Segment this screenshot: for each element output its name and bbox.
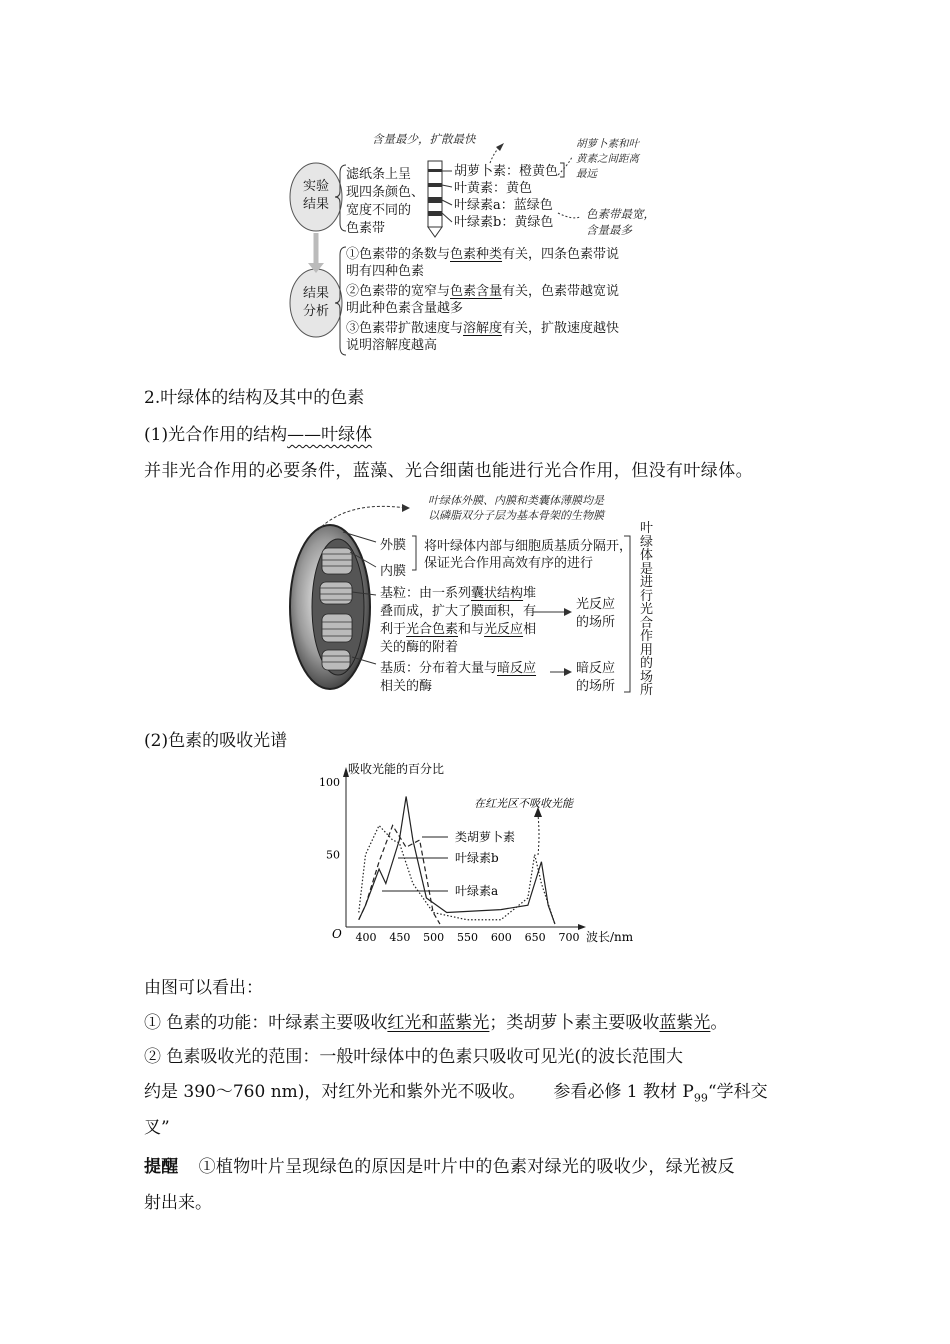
x-tick-label: 600 xyxy=(490,931,512,944)
label-outer-membrane: 外膜 xyxy=(380,538,407,553)
x-tick-label: 700 xyxy=(558,931,580,944)
x-axis-label: 波长/nm xyxy=(586,930,634,944)
band-item: 叶黄素：黄色 xyxy=(454,181,533,196)
y-tick-label: 50 xyxy=(326,848,340,862)
subsection-2-title: (2)色素的吸收光谱 xyxy=(144,731,288,751)
tip-line-1: 提醒 ①植物叶片呈现绿色的原因是叶片中的色素对绿光的吸收少，绿光被反 xyxy=(144,1157,735,1177)
spectrum-svg xyxy=(310,755,650,950)
label-inner-membrane: 内膜 xyxy=(380,564,407,579)
pigment-function: ① 色素的功能：叶绿素主要吸收红光和蓝紫光；类胡萝卜素主要吸收蓝紫光。 xyxy=(144,1013,728,1033)
y-axis-label: 吸收光能的百分比 xyxy=(348,762,445,776)
section2-title: 2.叶绿体的结构及其中的色素 xyxy=(144,388,365,408)
band-item: 胡萝卜素：橙黄色 xyxy=(454,164,559,179)
para-chloroplast-note: 并非光合作用的必要条件，蓝藻、光合细菌也能进行光合作用，但没有叶绿体。 xyxy=(144,461,753,481)
light-reaction-site: 光反应 的场所 xyxy=(576,597,616,630)
stroma-desc: 基质：分布着大量与暗反应 相关的酶 xyxy=(380,661,537,694)
from-figure: 由图可以看出： xyxy=(144,978,263,998)
x-tick-label: 650 xyxy=(524,931,546,944)
analysis-item: ①色素带的条数与色素种类有关，四条色素带说 xyxy=(346,247,620,262)
tip-label: 提醒 xyxy=(144,1157,179,1177)
origin-label: O xyxy=(332,927,342,941)
desc-line: 宽度不同的 xyxy=(346,203,412,218)
subsection-1-title: (1)光合作用的结构——叶绿体 xyxy=(144,425,373,445)
desc-line: 色素带 xyxy=(346,221,386,236)
analysis-item: ②色素带的宽窄与色素含量有关，色素带越宽说 xyxy=(346,284,620,299)
band-item: 叶绿素a：蓝绿色 xyxy=(454,198,553,213)
desc-line: 滤纸条上呈 xyxy=(346,167,412,182)
band-item: 叶绿素b：黄绿色 xyxy=(454,215,554,230)
fig1-bands xyxy=(454,163,558,231)
absorption-range-3: 叉” xyxy=(144,1118,170,1138)
desc-line: 现四条颜色、 xyxy=(346,185,425,200)
fig1-analysis: ①色素带的条数与色素种类有关，四条色素带说 明有四种色素 ②色素带的宽窄与色素含量有关，色素带越宽说 明此种色素含量越多 ③色素带扩散速度与溶解度有关，扩散速度越快 说明溶解度越高 xyxy=(346,247,620,353)
grana-desc: 基粒：由一系列囊状结构堆 叠而成，扩大了膜面积，有 利于光合色素和与光反应相 关的酶的附着 xyxy=(380,586,537,655)
x-tick-label: 500 xyxy=(423,931,445,944)
fig1-top-note: 含量最少，扩散最快 xyxy=(372,132,476,146)
x-tick-label: 450 xyxy=(389,931,411,944)
fig1-right-note-bottom: 色素带最宽，含量最多 xyxy=(586,207,655,237)
box-experiment-result: 实验结果 xyxy=(302,179,329,212)
y-tick-label: 100 xyxy=(319,776,340,789)
legend-carotenoid: 类胡萝卜素 xyxy=(455,830,516,844)
x-tick-label: 400 xyxy=(355,931,377,944)
absorption-range-1: ② 色素吸收光的范围：一般叶绿体中的色素只吸收可见光(的波长范围大 xyxy=(144,1047,684,1067)
fig1-desc xyxy=(346,166,424,238)
box-result-analysis: 结果分析 xyxy=(302,286,329,319)
legend-chlorophyll-a: 叶绿素a xyxy=(455,884,499,898)
x-tick-label: 550 xyxy=(457,931,478,944)
fig1-right-note-top: 胡萝卜素和叶黄素之间距离最远 xyxy=(576,138,639,180)
chart-annotation: 在红光区不吸收光能 xyxy=(474,797,573,810)
absorption-range-2: 约是 390～760 nm)，对红外光和紫外光不吸收。 参看必修 1 教材 $P_{99}“$学科交 xyxy=(144,1082,768,1105)
vertical-label: 叶绿体是进行光合作用的场所 xyxy=(640,521,654,698)
tip-line-2: 射出来。 xyxy=(144,1193,212,1213)
membrane-desc: 将叶绿体内部与细胞质基质分隔开， 保证光合作用高效有序的进行 xyxy=(424,539,633,571)
analysis-item: ③色素带扩散速度与溶解度有关，扩散速度越快 xyxy=(346,321,620,336)
fig2-note: 叶绿体外膜、内膜和类囊体薄膜均是 以磷脂双分子层为基本骨架的生物膜 xyxy=(428,494,604,522)
dark-reaction-site: 暗反应 的场所 xyxy=(576,661,616,694)
legend-chlorophyll-b: 叶绿素b xyxy=(455,851,499,865)
